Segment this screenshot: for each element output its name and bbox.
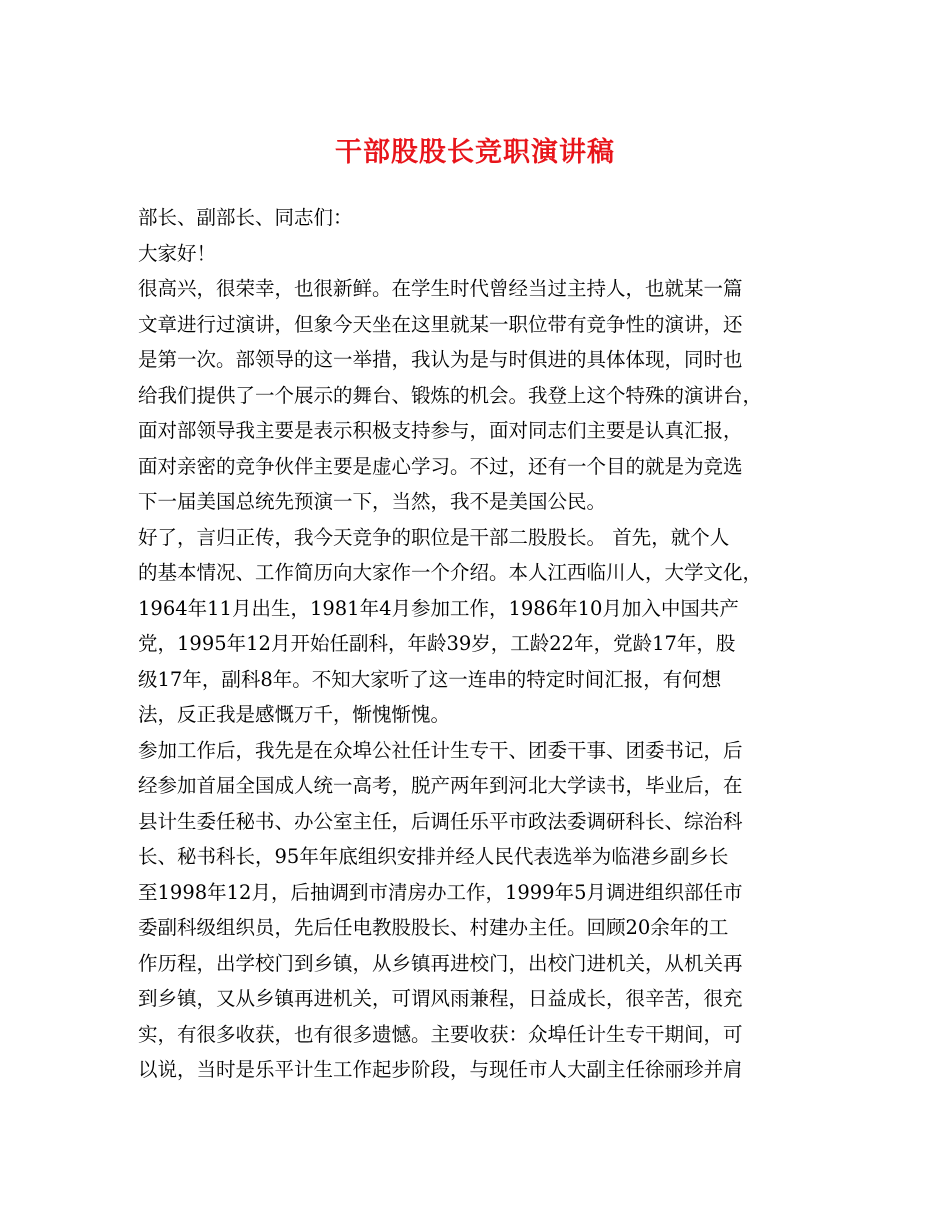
body-line: 经参加首届全国成人统一高考，脱产两年到河北大学读书，毕业后，在	[138, 774, 743, 797]
body-line: 1964年11月出生，1981年4月参加工作，1986年10月加入中国共产	[138, 596, 739, 620]
body-line: 到乡镇，又从乡镇再进机关，可谓风雨兼程，日益成长，很辛苦，很充	[138, 987, 743, 1010]
body-line: 长、秘书科长，95年年底组织安排并经人民代表选举为临港乡副乡长	[138, 845, 729, 868]
body-line: 很高兴，很荣幸，也很新鲜。在学生时代曾经当过主持人，也就某一篇	[138, 277, 743, 300]
body-line: 党，1995年12月开始任副科，年龄39岁，工龄22年，党龄17年，股	[138, 632, 736, 655]
body-line: 部长、副部长、同志们：	[138, 206, 353, 229]
body-line: 作历程，出学校门到乡镇，从乡镇再进校门，出校门进机关，从机关再	[138, 951, 743, 975]
body-line: 下一届美国总统先预演一下，当然，我不是美国公民。	[138, 490, 607, 513]
document-body	[138, 200, 828, 1088]
body-line: 是第一次。部领导的这一举措，我认为是与时俱进的具体体现，同时也	[138, 348, 743, 371]
body-line: 以说，当时是乐平计生工作起步阶段，与现任市人大副主任徐丽珍并肩	[138, 1058, 743, 1081]
document-title: 干部股股长竞职演讲稿	[335, 137, 615, 168]
body-line: 面对亲密的竞争伙伴主要是虚心学习。不过，还有一个目的就是为竞选	[138, 454, 743, 478]
body-line: 县计生委任秘书、办公室主任，后调任乐平市政法委调研科长、综治科	[138, 809, 743, 833]
body-line: 的基本情况、工作简历向大家作一个介绍。本人江西临川人，大学文化，	[138, 561, 763, 584]
body-line: 大家好！	[138, 241, 217, 265]
body-line: 文章进行过演讲，但象今天坐在这里就某一职位带有竞争性的演讲，还	[138, 312, 743, 336]
body-line: 委副科级组织员，先后任电教股股长、村建办主任。回顾20余年的工	[138, 916, 729, 939]
body-line: 参加工作后，我先是在众埠公社任计生专干、团委干事、团委书记，后	[138, 738, 743, 762]
body-line: 至1998年12月，后抽调到市清房办工作，1999年5月调进组织部任市	[138, 880, 743, 904]
body-line: 法，反正我是感慨万千，惭愧惭愧。	[138, 703, 451, 726]
body-line: 级17年，副科8年。不知大家听了这一连串的特定时间汇报，有何想	[138, 667, 722, 691]
body-line: 实，有很多收获，也有很多遗憾。主要收获：众埠任计生专干期间，可	[138, 1022, 743, 1046]
body-line: 给我们提供了一个展示的舞台、锻炼的机会。我登上这个特殊的演讲台，	[138, 383, 763, 407]
body-line: 好了，言归正传，我今天竞争的职位是干部二股股长。 首先，就个人	[138, 525, 730, 549]
body-line: 面对部领导我主要是表示积极支持参与，面对同志们主要是认真汇报，	[138, 419, 743, 442]
